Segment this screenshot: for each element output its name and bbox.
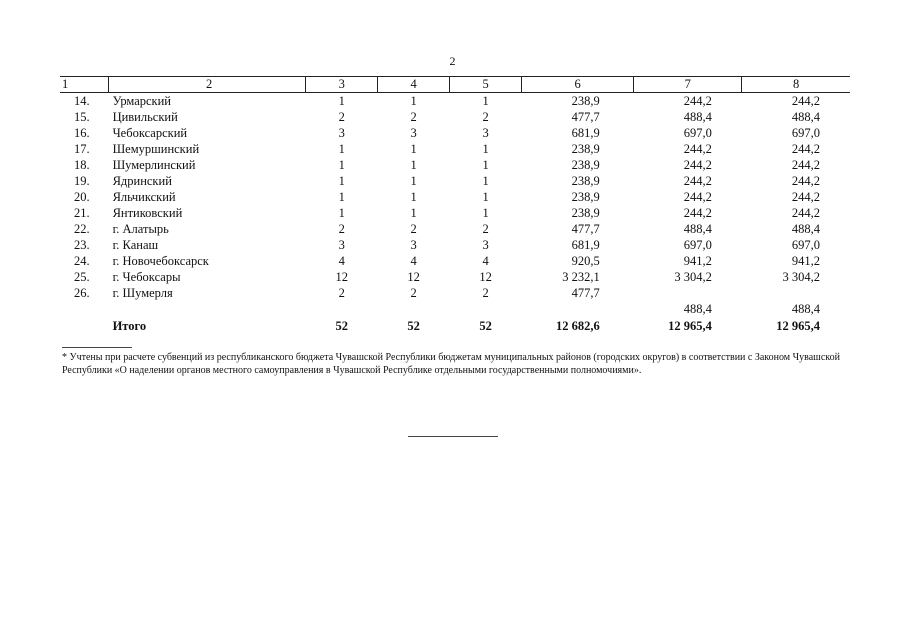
cell-c5: 1 — [482, 94, 489, 108]
cell-c7: 244,2 — [683, 94, 712, 108]
continuation-cell-7: 488,4 — [683, 302, 712, 316]
cell-c8: 488,4 — [791, 222, 820, 236]
cell-c8: 697,0 — [791, 238, 820, 252]
cell-c6: 238,9 — [571, 94, 600, 108]
cell-c6: 477,7 — [571, 110, 600, 124]
cell-c7: 244,2 — [683, 190, 712, 204]
table-row — [60, 93, 850, 110]
cell-c7: 941,2 — [683, 254, 712, 268]
cell-c8: 244,2 — [791, 174, 820, 188]
total-row — [60, 317, 850, 335]
total-cell-8: 12 965,4 — [776, 319, 820, 333]
page-number: 2 — [449, 54, 456, 68]
cell-c5: 1 — [482, 158, 489, 172]
table-row — [60, 157, 850, 173]
cell-c6: 238,9 — [571, 174, 600, 188]
cell-name: Чебоксарский — [112, 126, 188, 140]
cell-c3: 12 — [335, 270, 348, 284]
cell-name: Яльчикский — [112, 190, 176, 204]
cell-c5: 1 — [482, 174, 489, 188]
cell-c6: 238,9 — [571, 142, 600, 156]
cell-c6: 681,9 — [571, 238, 600, 252]
cell-c7: 3 304,2 — [674, 270, 712, 284]
cell-c5: 3 — [482, 126, 489, 140]
cell-c4: 1 — [410, 174, 417, 188]
table-row — [60, 173, 850, 189]
cell-c4: 12 — [407, 270, 420, 284]
cell-c4: 1 — [410, 158, 417, 172]
cell-number: 22. — [74, 222, 90, 236]
cell-c7: 244,2 — [683, 174, 712, 188]
cell-name: г. Чебоксары — [112, 270, 181, 284]
cell-c3: 2 — [338, 286, 345, 300]
cell-name: Шумерлинский — [112, 158, 196, 172]
cell-c6: 477,7 — [571, 222, 600, 236]
table-row — [60, 189, 850, 205]
cell-c8: 941,2 — [791, 254, 820, 268]
cell-number: 24. — [74, 254, 90, 268]
cell-c6: 238,9 — [571, 158, 600, 172]
footnote-divider — [62, 347, 132, 348]
cell-c5: 1 — [482, 142, 489, 156]
cell-c4: 3 — [410, 238, 417, 252]
cell-c5: 4 — [482, 254, 489, 268]
table-row — [60, 253, 850, 269]
cell-c5: 1 — [482, 206, 489, 220]
cell-c4: 4 — [410, 254, 417, 268]
cell-c3: 2 — [338, 222, 345, 236]
cell-c6: 3 232,1 — [562, 270, 600, 284]
cell-number: 20. — [74, 190, 90, 204]
cell-name: Ядринский — [112, 174, 172, 188]
cell-c5: 12 — [479, 270, 492, 284]
cell-c3: 4 — [338, 254, 345, 268]
cell-c4: 1 — [410, 190, 417, 204]
cell-number: 16. — [74, 126, 90, 140]
cell-number: 19. — [74, 174, 90, 188]
cell-c3: 1 — [338, 190, 345, 204]
cell-name: Янтиковский — [112, 206, 183, 220]
cell-c3: 1 — [338, 174, 345, 188]
cell-c8: 697,0 — [791, 126, 820, 140]
cell-name: г. Канаш — [112, 238, 159, 252]
cell-c6: 477,7 — [571, 286, 600, 300]
cell-c7: 244,2 — [683, 158, 712, 172]
cell-number: 21. — [74, 206, 90, 220]
cell-number: 15. — [74, 110, 90, 124]
cell-c8: 244,2 — [791, 142, 820, 156]
cell-number: 26. — [74, 286, 90, 300]
table-row — [60, 285, 850, 301]
cell-c5: 2 — [482, 110, 489, 124]
cell-c7 — [634, 285, 742, 301]
column-header-5: 5 — [450, 77, 522, 93]
table-row — [60, 205, 850, 221]
cell-c3: 1 — [338, 206, 345, 220]
total-cell-4: 52 — [407, 319, 420, 333]
cell-c8: 244,2 — [791, 94, 820, 108]
cell-number: 18. — [74, 158, 90, 172]
cell-c7: 697,0 — [683, 126, 712, 140]
cell-c6: 681,9 — [571, 126, 600, 140]
total-cell-5: 52 — [479, 319, 492, 333]
cell-c4: 2 — [410, 286, 417, 300]
column-header-7: 7 — [634, 77, 742, 93]
total-cell-7: 12 965,4 — [668, 319, 712, 333]
cell-c4: 2 — [410, 222, 417, 236]
cell-c4: 1 — [410, 206, 417, 220]
cell-c3: 3 — [338, 126, 345, 140]
cell-c4: 1 — [410, 94, 417, 108]
cell-number: 14. — [74, 94, 90, 108]
total-label: Итого — [112, 319, 147, 333]
cell-c4: 3 — [410, 126, 417, 140]
cell-c5: 2 — [482, 286, 489, 300]
cell-c6: 238,9 — [571, 190, 600, 204]
table-row — [60, 125, 850, 141]
cell-c8: 3 304,2 — [782, 270, 820, 284]
cell-c8: 244,2 — [791, 158, 820, 172]
cell-c3: 1 — [338, 158, 345, 172]
cell-c8: 244,2 — [791, 206, 820, 220]
cell-number: 25. — [74, 270, 90, 284]
cell-name: Цивильский — [112, 110, 178, 124]
cell-number: 23. — [74, 238, 90, 252]
cell-c3: 1 — [338, 142, 345, 156]
table-row — [60, 269, 850, 285]
column-header-4: 4 — [378, 77, 450, 93]
cell-name: г. Алатырь — [112, 222, 169, 236]
cell-name: Урмарский — [112, 94, 171, 108]
cell-c5: 3 — [482, 238, 489, 252]
cell-c7: 244,2 — [683, 206, 712, 220]
end-divider — [408, 436, 498, 437]
cell-c7: 488,4 — [683, 110, 712, 124]
cell-name: г. Новочебоксарск — [112, 254, 209, 268]
table-row — [60, 221, 850, 237]
cell-c8: 244,2 — [791, 190, 820, 204]
cell-c7: 244,2 — [683, 142, 712, 156]
continuation-row — [60, 301, 850, 317]
cell-c5: 1 — [482, 190, 489, 204]
column-header-3: 3 — [306, 77, 378, 93]
cell-c5: 2 — [482, 222, 489, 236]
table-row — [60, 109, 850, 125]
cell-number: 17. — [74, 142, 90, 156]
cell-c3: 1 — [338, 94, 345, 108]
column-header-row — [60, 77, 850, 93]
column-header-2: 2 — [109, 77, 306, 93]
subvention-table — [60, 76, 850, 335]
cell-name: Шемуршинский — [112, 142, 200, 156]
continuation-cell-8: 488,4 — [791, 302, 820, 316]
column-header-8: 8 — [742, 77, 850, 93]
cell-c8: 488,4 — [791, 110, 820, 124]
cell-c7: 488,4 — [683, 222, 712, 236]
total-cell-6: 12 682,6 — [555, 319, 600, 333]
cell-c6: 920,5 — [571, 254, 600, 268]
column-header-6: 6 — [522, 77, 634, 93]
cell-c7: 697,0 — [683, 238, 712, 252]
cell-c3: 2 — [338, 110, 345, 124]
total-cell-3: 52 — [335, 319, 348, 333]
cell-c4: 2 — [410, 110, 417, 124]
footnote: * Учтены при расчете субвенций из республиканского бюджета Чувашской Республики бюджетам муниципальных районов (городских округов) в соответствии с Законом Чувашской Республики «О наделении органов местного самоуправления в Чувашской Республике отдельными государственными полномочиями». — [62, 352, 840, 376]
cell-c3: 3 — [338, 238, 345, 252]
cell-c4: 1 — [410, 142, 417, 156]
cell-c6: 238,9 — [571, 206, 600, 220]
table-row — [60, 141, 850, 157]
cell-name: г. Шумерля — [112, 286, 173, 300]
cell-c8 — [742, 285, 850, 301]
column-header-1: 1 — [60, 77, 109, 93]
table-row — [60, 237, 850, 253]
